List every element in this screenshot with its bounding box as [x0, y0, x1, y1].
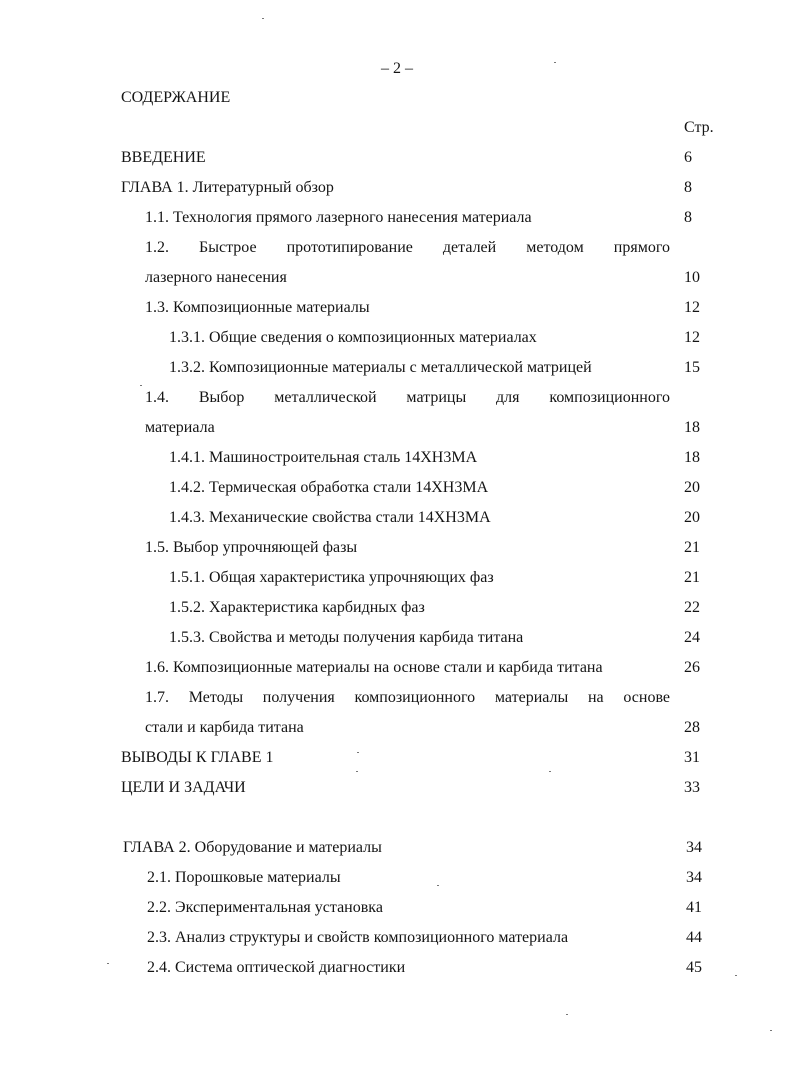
toc-entry-page: 26 — [684, 659, 700, 676]
toc-entry-text: 1.5. Выбор упрочняющей фазы — [145, 539, 358, 556]
toc-entry-text-line1: 1.7. Методы получения композиционного материалы на основе — [145, 689, 670, 706]
toc-entry-text-line2: лазерного нанесения — [145, 269, 287, 286]
toc-entry-text: ГЛАВА 1. Литературный обзор — [121, 179, 334, 196]
toc-entry-text: 1.3. Композиционные материалы — [145, 299, 370, 316]
scan-speck — [357, 752, 359, 753]
toc-entry-page: 44 — [686, 929, 702, 946]
toc-entry-page: 28 — [684, 719, 700, 736]
toc-entry-page: 41 — [686, 899, 702, 916]
toc-entry-text: ВВЕДЕНИЕ — [121, 149, 206, 166]
toc-entry-text: 2.4. Система оптической диагностики — [147, 959, 406, 976]
toc-entry-page: 24 — [684, 629, 700, 646]
toc-entry-text: ЦЕЛИ И ЗАДАЧИ — [121, 779, 246, 796]
toc-entry-page: 18 — [684, 449, 700, 466]
toc-entry-text-line2: материала — [145, 419, 215, 436]
toc-entry-text: ГЛАВА 2. Оборудование и материалы — [123, 839, 382, 856]
toc-entry-text: 1.3.2. Композиционные материалы с металлической матрицей — [169, 359, 592, 376]
toc-entry-page: 31 — [684, 749, 700, 766]
page-column-header: Стр. — [684, 119, 714, 136]
toc-entry-page: 12 — [684, 299, 700, 316]
toc-entry-page: 45 — [686, 959, 702, 976]
toc-entry-text: 1.3.1. Общие сведения о композиционных материалах — [169, 329, 537, 346]
toc-entry-text: 1.4.1. Машиностроительная сталь 14ХН3МА — [169, 449, 478, 466]
toc-entry-page: 8 — [684, 179, 692, 196]
scan-speck — [356, 771, 358, 772]
toc-entry-text: 1.4.2. Термическая обработка стали 14ХН3МА — [169, 479, 489, 496]
scan-speck — [549, 771, 551, 772]
toc-entry-page: 6 — [684, 149, 692, 166]
toc-entry-page: 8 — [684, 209, 692, 226]
scan-speck — [107, 963, 109, 964]
toc-entry-text-line1: 1.2. Быстрое прототипирование деталей методом прямого — [145, 239, 670, 256]
toc-entry-page: 18 — [684, 419, 700, 436]
toc-entry-page: 12 — [684, 329, 700, 346]
toc-entry-page: 21 — [684, 569, 700, 586]
toc-entry-text: ВЫВОДЫ К ГЛАВЕ 1 — [121, 749, 274, 766]
toc-entry-page: 10 — [684, 269, 700, 286]
toc-entry-text-line1: 1.4. Выбор металлической матрицы для композиционного — [145, 389, 670, 406]
scan-speck — [566, 1014, 568, 1015]
toc-entry-page: 34 — [686, 839, 702, 856]
scan-speck — [437, 885, 439, 886]
toc-entry-page: 33 — [684, 779, 700, 796]
toc-entry-text: 1.5.3. Свойства и методы получения карбида титана — [169, 629, 524, 646]
toc-entry-text: 2.2. Экспериментальная установка — [147, 899, 383, 916]
toc-entry-page: 15 — [684, 359, 700, 376]
scan-speck — [140, 385, 142, 386]
toc-entry-text-line2: стали и карбида титана — [145, 719, 304, 736]
contents-title: СОДЕРЖАНИЕ — [121, 89, 231, 106]
toc-entry-text: 2.1. Порошковые материалы — [147, 869, 341, 886]
scan-speck — [262, 18, 264, 19]
toc-entry-page: 22 — [684, 599, 700, 616]
toc-entry-text: 2.3. Анализ структуры и свойств композиционного материала — [147, 929, 569, 946]
toc-entry-text: 1.4.3. Механические свойства стали 14ХН3МА — [169, 509, 491, 526]
toc-entry-text: 1.5.2. Характеристика карбидных фаз — [169, 599, 425, 616]
toc-entry-page: 34 — [686, 869, 702, 886]
toc-entry-text: 1.6. Композиционные материалы на основе стали и карбида титана — [145, 659, 603, 676]
scan-speck — [770, 1030, 772, 1031]
toc-entry-page: 20 — [684, 479, 700, 496]
toc-entry-text: 1.5.1. Общая характеристика упрочняющих фаз — [169, 569, 494, 586]
scan-speck — [735, 975, 737, 976]
toc-entry-text: 1.1. Технология прямого лазерного нанесения материала — [145, 209, 532, 226]
toc-entry-page: 21 — [684, 539, 700, 556]
scan-speck — [554, 62, 556, 63]
page-number: – 2 – — [381, 60, 413, 77]
toc-entry-page: 20 — [684, 509, 700, 526]
